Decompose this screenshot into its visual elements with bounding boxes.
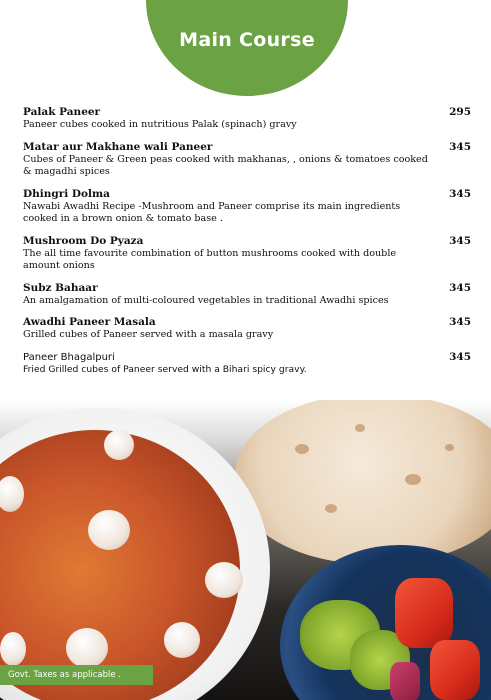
menu-item-paneer-bhagalpuri (23, 351, 471, 377)
tax-note: Govt. Taxes as applicable . (8, 670, 122, 680)
menu-item-palak-paneer (23, 106, 471, 132)
menu-item-dhingri-dolma (23, 188, 471, 226)
item-name: Awadhi Paneer Masala (23, 316, 156, 328)
item-price: 345 (449, 187, 471, 200)
item-name: Dhingri Dolma (23, 187, 110, 200)
item-price: 345 (449, 316, 471, 328)
menu-list (23, 106, 471, 385)
item-description: Paneer cubes cooked in nutritious Palak (spinach) gravy (23, 119, 297, 130)
item-price: 345 (449, 234, 471, 247)
menu-item-subz-bahaar (23, 282, 471, 308)
item-name: Mushroom Do Pyaza (23, 234, 144, 247)
item-name: Paneer Bhagalpuri (23, 351, 115, 363)
item-description: An amalgamation of multi-coloured vegetables in traditional Awadhi spices (23, 294, 389, 306)
naan-bread (235, 400, 491, 564)
item-name: Subz Bahaar (23, 281, 98, 294)
menu-item-awadhi-paneer-masala (23, 316, 471, 342)
item-price: 345 (449, 281, 471, 294)
item-description: Cubes of Paneer & Green peas cooked with makhanas, , onions & tomatoes cooked & magadhi spices (23, 153, 428, 177)
item-price: 295 (449, 106, 471, 118)
item-description: The all time favourite combination of button mushrooms cooked with double amount onions (23, 247, 397, 271)
food-photo (0, 400, 491, 700)
header-tab (146, 0, 348, 96)
tax-note-bar (0, 665, 153, 685)
item-name: Matar aur Makhane wali Paneer (23, 140, 213, 153)
item-name: Palak Paneer (23, 106, 101, 118)
menu-item-matar-makhane-paneer (23, 141, 471, 179)
item-description: Grilled cubes of Paneer served with a masala gravy (23, 329, 274, 340)
menu-item-mushroom-do-pyaza (23, 235, 471, 273)
item-price: 345 (449, 140, 471, 153)
item-price: 345 (449, 350, 471, 363)
item-description: Nawabi Awadhi Recipe -Mushroom and Paneer comprise its main ingredients cooked in a brown onion & tomato base . (23, 200, 401, 224)
page-title: Main Course (179, 29, 315, 51)
item-description: Fried Grilled cubes of Paneer served with a Bihari spicy gravy. (23, 363, 307, 375)
